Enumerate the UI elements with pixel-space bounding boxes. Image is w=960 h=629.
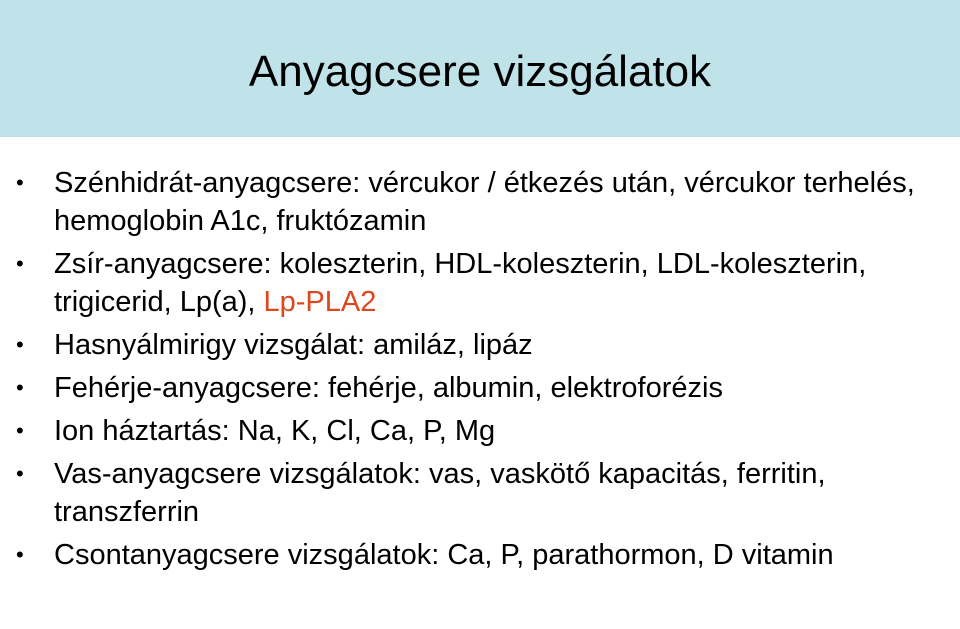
bullet-dot-icon: • (16, 251, 24, 276)
bullet-accent-text: Lp-PLA2 (263, 286, 377, 318)
bullet-item-protein (0, 369, 960, 407)
bullet-text: Vas-anyagcsere vizsgálatok: vas, vaskötő kapacitás, ferritin, transzferrin (54, 458, 826, 528)
bullet-text: Zsír-anyagcsere: koleszterin, HDL-koleszterin, LDL-koleszterin, trigicerid, Lp(a), (54, 248, 867, 318)
bullet-dot-icon: • (16, 332, 24, 357)
bullet-item-lipid (0, 245, 960, 321)
bullet-item-iron (0, 455, 960, 531)
bullet-item-ion (0, 412, 960, 450)
bullet-item-bone (0, 536, 960, 574)
bullet-text: Hasnyálmirigy vizsgálat: amiláz, lipáz (54, 329, 533, 361)
bullet-text: Szénhidrát-anyagcsere: vércukor / étkezés után, vércukor terhelés, hemoglobin A1c, fruktózamin (54, 167, 915, 237)
bullet-list (0, 164, 960, 579)
bullet-item-pancreas (0, 326, 960, 364)
bullet-dot-icon: • (16, 170, 24, 195)
bullet-dot-icon: • (16, 375, 24, 400)
bullet-item-carbohydrate (0, 164, 960, 240)
slide-title: Anyagcsere vizsgálatok (248, 47, 712, 96)
bullet-text: Fehérje-anyagcsere: fehérje, albumin, elektroforézis (54, 372, 723, 404)
bullet-dot-icon: • (16, 461, 24, 486)
bullet-dot-icon: • (16, 418, 24, 443)
bullet-text: Ion háztartás: Na, K, Cl, Ca, P, Mg (54, 415, 496, 447)
bullet-dot-icon: • (16, 542, 24, 567)
bullet-text: Csontanyagcsere vizsgálatok: Ca, P, parathormon, D vitamin (54, 539, 834, 571)
